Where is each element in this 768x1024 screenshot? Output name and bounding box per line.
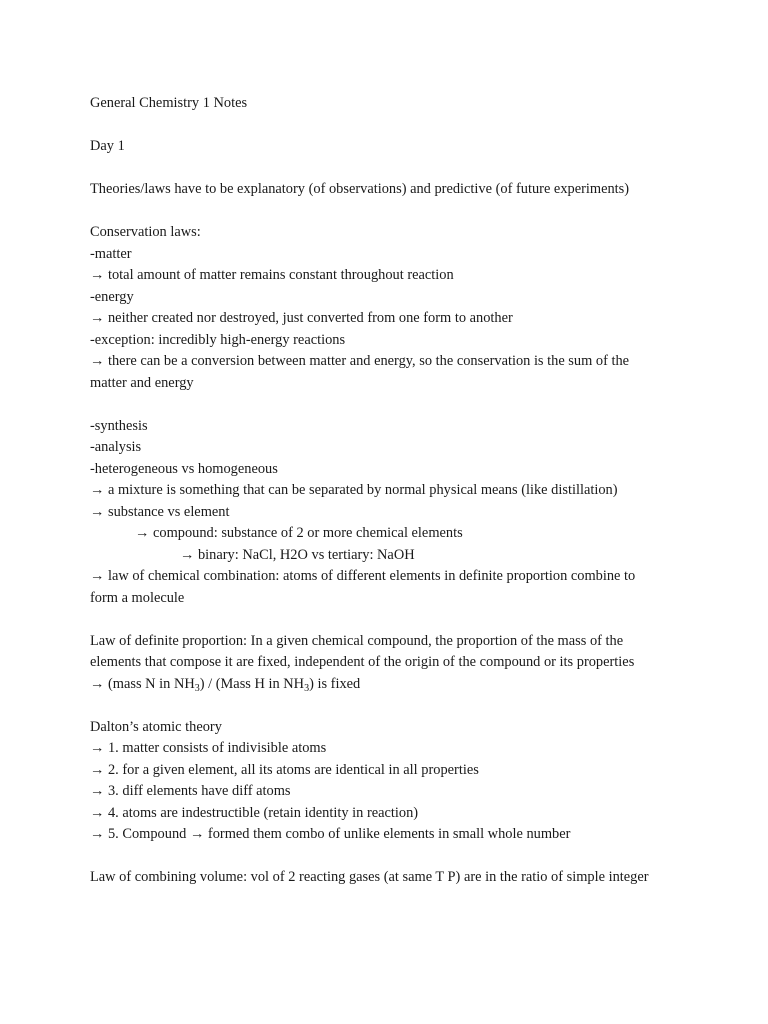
dalton-line: → 3. diff elements have diff atoms xyxy=(90,783,291,799)
combination-line: form a molecule xyxy=(90,589,185,606)
conservation-line: → total amount of matter remains constant throughout reaction xyxy=(90,267,454,283)
conservation-line: matter and energy xyxy=(90,374,194,391)
formula-part: ) is fixed xyxy=(309,675,361,692)
binary-line: → binary: NaCl, H2O vs tertiary: NaOH xyxy=(180,546,415,563)
classification-line: -heterogeneous vs homogeneous xyxy=(90,460,278,477)
definite-proportion-line: elements that compose it are fixed, independent of the origin of the compound or its properties xyxy=(90,654,635,670)
dalton-heading: Dalton’s atomic theory xyxy=(90,718,222,735)
document-title: General Chemistry 1 Notes xyxy=(90,95,248,111)
spacer xyxy=(90,394,690,416)
conservation-line: -exception: incredibly high-energy reactions xyxy=(90,331,346,348)
dalton-line: → 2. for a given element, all its atoms are identical in all properties xyxy=(90,761,479,778)
theories-paragraph: Theories/laws have to be explanatory (of observations) and predictive (of future experiments) xyxy=(90,181,630,197)
document-page xyxy=(90,93,690,889)
definite-proportion-line: Law of definite proportion: In a given chemical compound, the proportion of the mass of the xyxy=(90,632,624,649)
conservation-line: → there can be a conversion between matter and energy, so the conservation is the sum of the xyxy=(90,353,630,369)
conservation-line: -matter xyxy=(90,245,132,262)
conservation-heading: Conservation laws: xyxy=(90,224,201,240)
spacer xyxy=(90,695,690,717)
day-heading: Day 1 xyxy=(90,138,125,154)
combining-volume-paragraph: Law of combining volume: vol of 2 reacting gases (at same T P) are in the ratio of simple integer xyxy=(90,869,649,885)
compound-line: → compound: substance of 2 or more chemical elements xyxy=(135,525,463,541)
formula-subscript: 3 xyxy=(194,682,200,694)
conservation-line: → neither created nor destroyed, just converted from one form to another xyxy=(90,310,513,326)
spacer xyxy=(90,158,690,180)
spacer xyxy=(90,846,690,868)
classification-line: -analysis xyxy=(90,439,142,455)
dalton-line: → 1. matter consists of indivisible atoms xyxy=(90,740,327,756)
spacer xyxy=(90,115,690,137)
spacer xyxy=(90,201,690,223)
definite-proportion-formula xyxy=(90,674,690,696)
classification-line: → a mixture is something that can be separated by normal physical means (like distillation) xyxy=(90,482,618,498)
classification-line: → substance vs element xyxy=(90,503,230,520)
spacer xyxy=(90,609,690,631)
classification-line: -synthesis xyxy=(90,417,148,434)
conservation-line: -energy xyxy=(90,288,134,305)
dalton-line: → 4. atoms are indestructible (retain identity in reaction) xyxy=(90,804,419,821)
formula-subscript: 3 xyxy=(304,682,310,694)
formula-part: ) / (Mass H in NH xyxy=(199,675,305,692)
dalton-line: → 5. Compound → formed them combo of unlike elements in small whole number xyxy=(90,826,571,842)
combination-line: → law of chemical combination: atoms of different elements in definite proportion combine to xyxy=(90,568,636,584)
formula-part: → (mass N in NH xyxy=(90,675,195,692)
